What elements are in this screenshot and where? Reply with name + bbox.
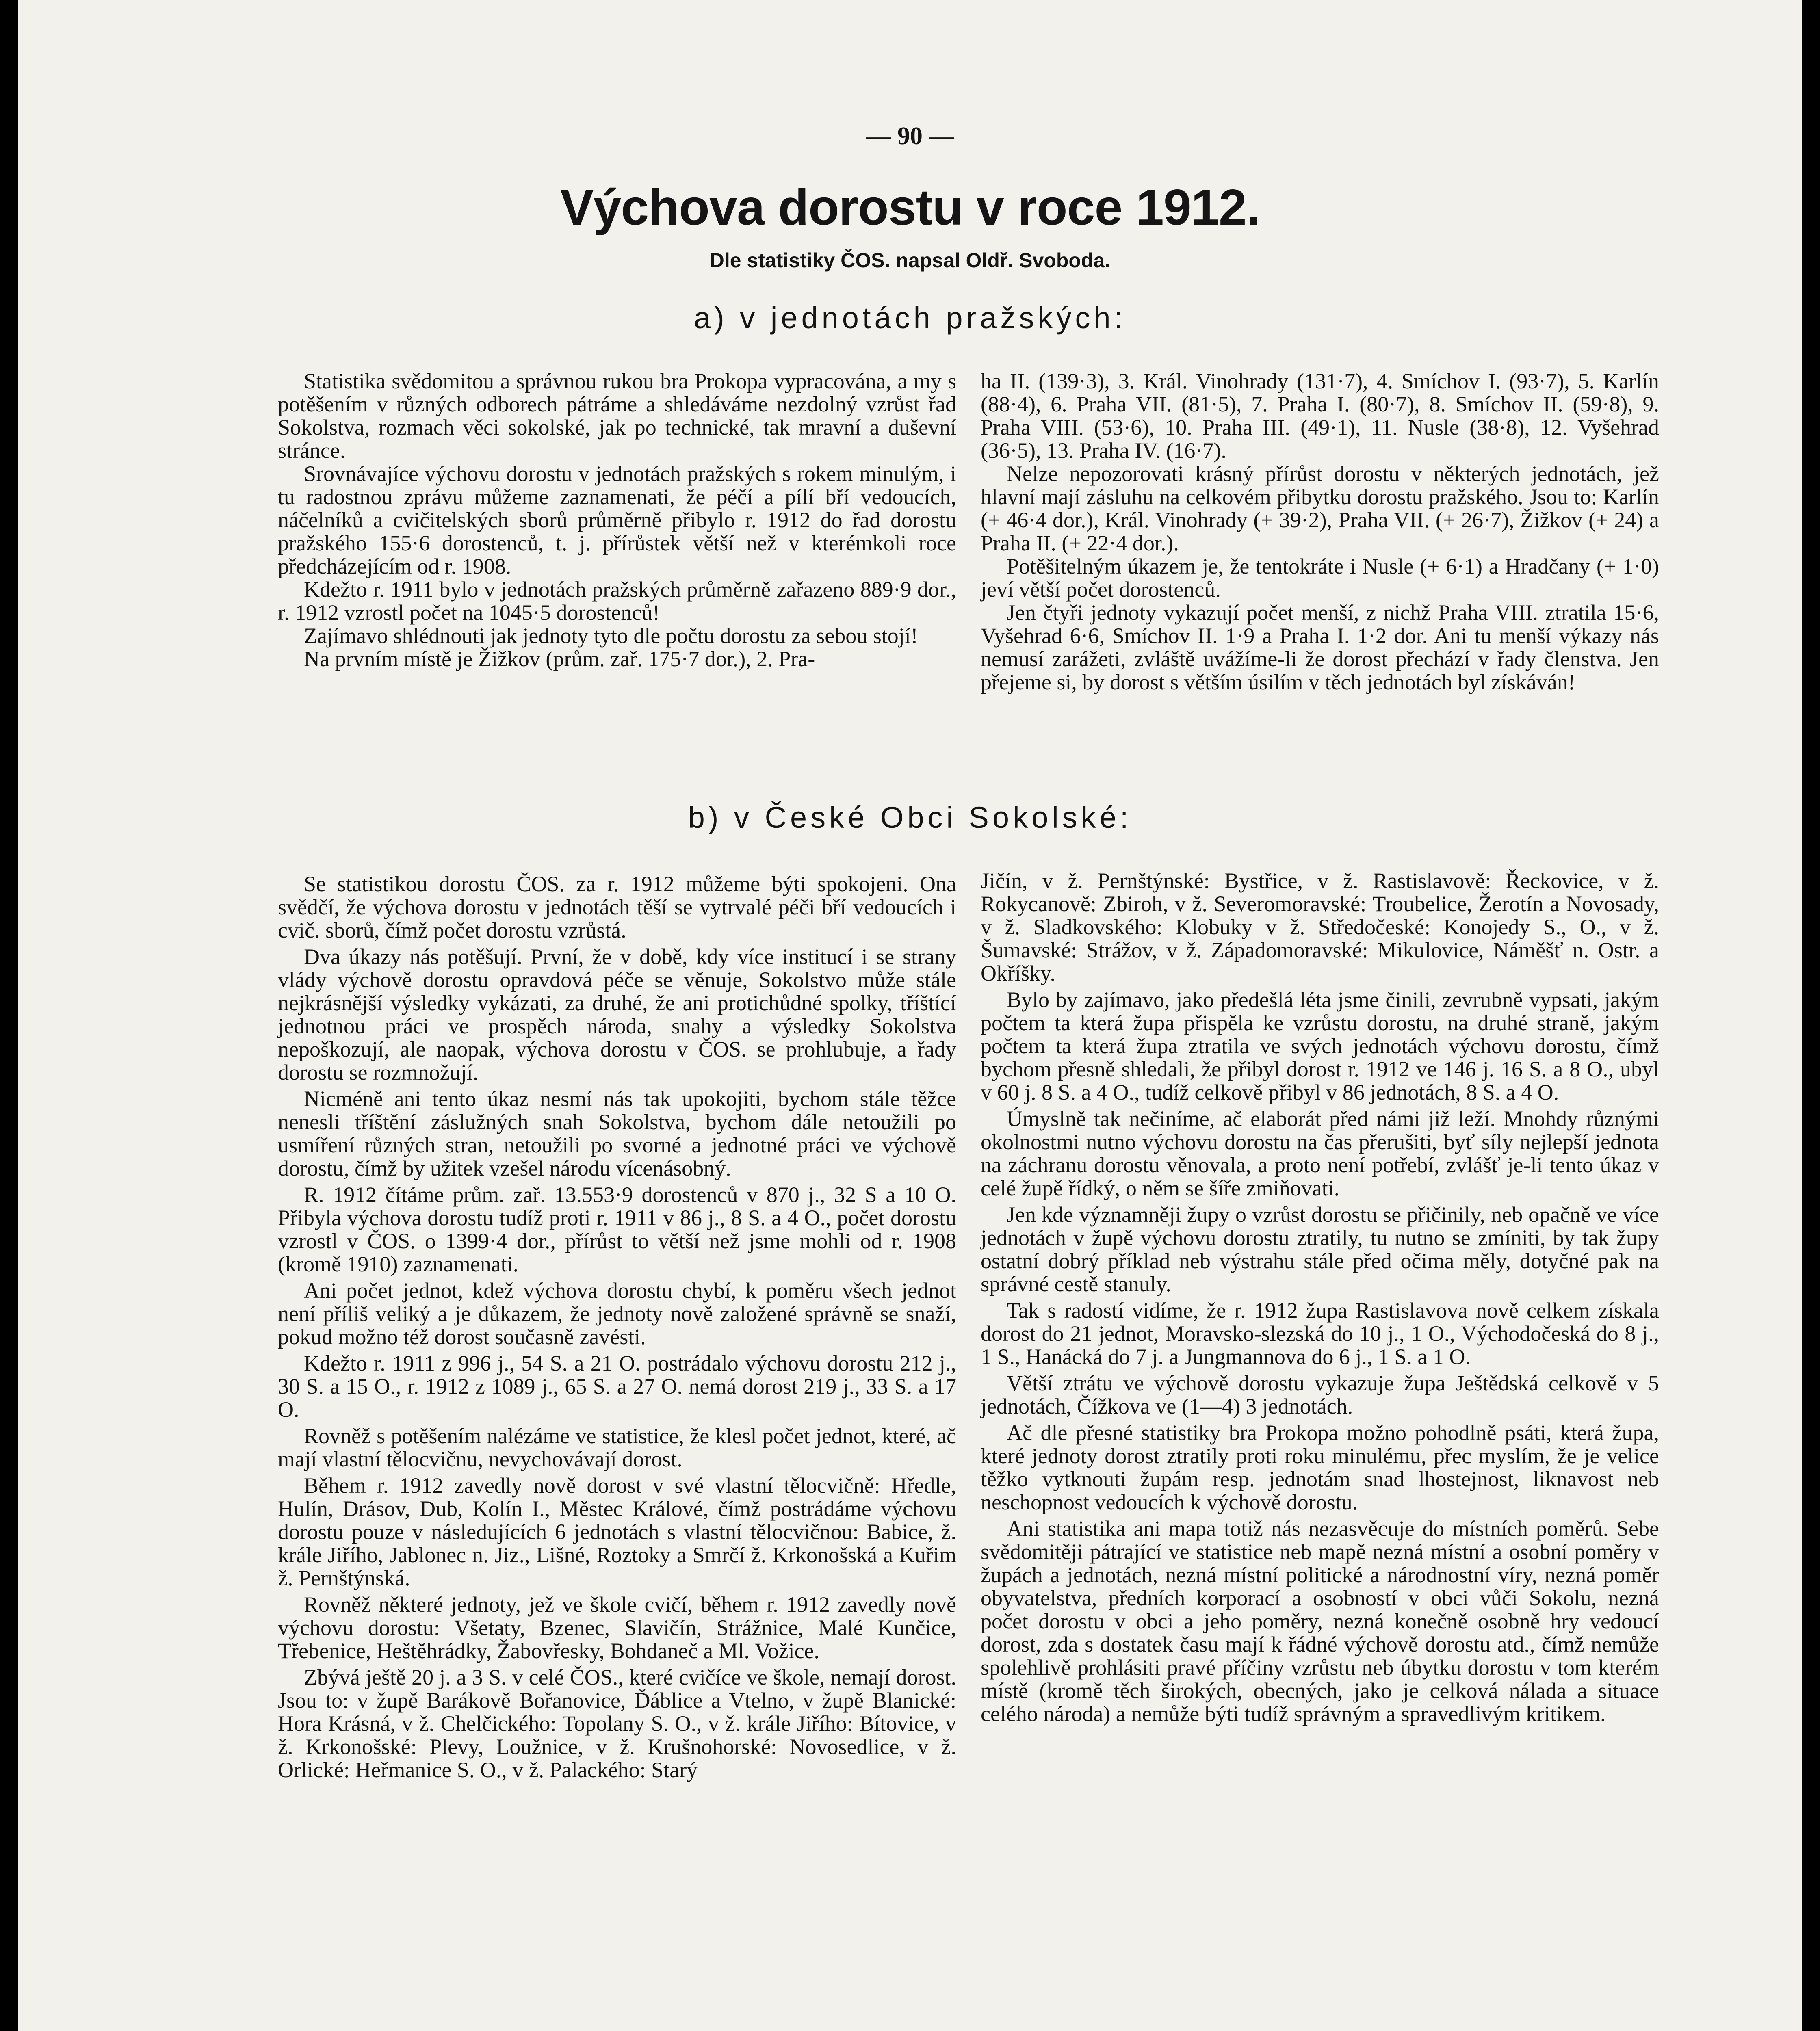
paragraph: Nicméně ani tento úkaz nesmí nás tak upokojiti, bychom stále těžce nenesli tříštění záslužných snah Sokolstva, bychom dále netoužili po usmíření různých stran, netoužili po svorné a jednotné práci ve výchově dorostu, čímž by užitek vzešel národu vícenásobný. [278, 1087, 956, 1180]
document-page [18, 0, 1802, 2031]
paragraph: ha II. (139·3), 3. Král. Vinohrady (131·7), 4. Smíchov I. (93·7), 5. Karlín (88·4), 6. Praha VII. (81·5), 7. Praha I. (80·7), 8. Smíchov II. (59·8), 9. Praha VIII. (53·6), 10. Praha III. (49·1), 11. Nusle (38·8), 12. Vyšehrad (36·5), 13. Praha IV. (16·7). [981, 369, 1659, 463]
paragraph: Potěšitelným úkazem je, že tentokráte i Nusle (+ 6·1) a Hradčany (+ 1·0) jeví větší počet dorostenců. [981, 554, 1659, 602]
paragraph: Kdežto r. 1911 z 996 j., 54 S. a 21 O. postrádalo výchovu dorostu 212 j., 30 S. a 15 O., r. 1912 z 1089 j., 65 S. a 27 O. nemá dorost 219 j., 33 S. a 17 O. [278, 1351, 956, 1422]
section-b-heading: b) v České Obci Sokolské: [688, 801, 1132, 834]
paragraph: Nelze nepozorovati krásný přírůst dorostu v některých jednotách, jež hlavní mají zásluhu na celkovém přibytku dorostu pražského. Jsou to: Karlín (+ 46·4 dor.), Král. Vinohrady (+ 39·2), Praha VII. (+ 26·7), Žižkov (+ 24) a Praha II. (+ 22·4 dor.). [981, 461, 1659, 555]
paragraph: Úmyslně tak nečiníme, ač elaborát před námi již leží. Mnohdy různými okolnostmi nutno výchovu dorostu na čas přerušiti, byť síly nejlepší jednota na záchranu dorostu věnovala, a proto není potřebí, zvlášť je-li tento úkaz v celé župě řídký, o něm se šíře zmiňovati. [981, 1106, 1659, 1200]
paragraph: Se statistikou dorostu ČOS. za r. 1912 můžeme býti spokojeni. Ona svědčí, že výchova dorostu v jednotách těší se vytrvalé péči bří vedoucích i cvič. sborů, čímž počet dorostu vzrůstá. [278, 872, 956, 942]
paragraph: Rovněž některé jednoty, jež ve škole cvičí, během r. 1912 zavedly nově výchovu dorostu: Všetaty, Bzenec, Slavičín, Strážnice, Malé Kunčice, Třebenice, Heštěhrádky, Žabovřesky, Bohdaneč a Ml. Vožice. [278, 1592, 956, 1663]
paragraph: Ani počet jednot, kdež výchova dorostu chybí, k poměru všech jednot není příliš veliký a je důkazem, že jednoty nově založené správně se snaží, pokud možno též dorost současně zavésti. [278, 1278, 956, 1349]
section-b-right-column [981, 869, 1659, 1726]
paragraph: Na prvním místě je Žižkov (prům. zař. 175·7 dor.), 2. Pra- [304, 647, 815, 671]
paragraph: Statistika svědomitou a správnou rukou bra Prokopa vypracována, a my s potěšením v různých odborech pátráme a shledáváme nezdolný vzrůst řad Sokolstva, rozmach věci sokolské, jak po technické, tak mravní a duševní stránce. [278, 369, 956, 463]
section-b-left-column [278, 869, 956, 1782]
paragraph: Dva úkazy nás potěšují. První, že v době, kdy více institucí i se strany vlády výchově dorostu opravdová péče se věnuje, Sokolstvo může stále nejkrásnější výsledky vykázati, za druhé, že ani protichůdné spolky, tříštící jednotnou práci ve prospěch národa, snahy a výsledky Sokolstva nepoškozují, ale naopak, výchova dorostu v ČOS. se prohlubuje, a řady dorostu se rozmnožují. [278, 944, 956, 1085]
paragraph: Jen kde významněji župy o vzrůst dorostu se přičinily, neb opačně ve více jednotách v župě výchovu dorostu ztratily, tu nutno se zmíniti, by tak župy ostatní dobrý příklad neb výstrahu stále před očima měly, dotyčné pak na správné cestě stanuly. [981, 1202, 1659, 1296]
paragraph: R. 1912 čítáme prům. zař. 13.553·9 dorostenců v 870 j., 32 S a 10 O. Přibyla výchova dorostu tudíž proti r. 1911 v 86 j., 8 S. a 4 O., počet dorostu vzrostl v ČOS. o 1399·4 dor., přírůst to větší než jsme mohli od r. 1908 (kromě 1910) zaznamenati. [278, 1182, 956, 1276]
paragraph: Větší ztrátu ve výchově dorostu vykazuje župa Ještědská celkově v 5 jednotách, Čížkova ve (1—4) 3 jednotách. [981, 1371, 1659, 1418]
article-byline: Dle statistiky ČOS. napsal Oldř. Svoboda. [709, 249, 1111, 272]
section-a-right-column [981, 370, 1659, 694]
paragraph: Během r. 1912 zavedly nově dorost v své vlastní tělocvičně: Hředle, Hulín, Drásov, Dub, Kolín I., Městec Králové, čímž postrádáme výchovu dorostu pouze v následujících 6 jednotách s vlastní tělocvičnou: Babice, ž. krále Jiřího, Jablonec n. Jiz., Lišné, Roztoky a Smrčí ž. Krkonošská a Kuřim ž. Pernštýnská. [278, 1473, 956, 1590]
section-a-left-column [278, 370, 956, 671]
paragraph: Jičín, v ž. Pernštýnské: Bystřice, v ž. Rastislavově: Řeckovice, v ž. Rokycanově: Zbiroh, v ž. Severomoravské: Troubelice, Žerotín a Novosady, v ž. Sladkovského: Klobuky v ž. Středočeské: Konojedy S., O., v ž. Šumavské: Strážov, v ž. Západomoravské: Mikulovice, Náměšť n. Ostr. a Okříšky. [981, 868, 1659, 985]
paragraph: Kdežto r. 1911 bylo v jednotách pražských průměrně zařazeno 889·9 dor., r. 1912 vzrostl počet na 1045·5 dorostenců! [278, 577, 956, 625]
paragraph: Ani statistika ani mapa totiž nás nezasvěcuje do místních poměrů. Sebe svědomitěji pátrající ve statistice neb mapě nezná místní a osobní poměry v župách a jednotách, nezná místní politické a národnostní víry, nezná poměr obyvatelstva, předních korporací a osobností v obci vůči Sokolu, nezná počet dorostu v obci a jeho poměry, nezná konečně osobně hry vedoucí dorost, zda s dostatek času mají k řádné výchově dorostu atd., čímž nemůže spolehlivě prohlásiti pravé příčiny vzrůstu neb úbytku dorostu v tom kterém místě (kromě těch širokých, obecných, jako je celková nálada a situace celého národa) a nemůže býti tudíž správným a spravedlivým kritikem. [981, 1516, 1659, 1726]
paragraph: Bylo by zajímavo, jako předešlá léta jsme činili, zevrubně vypsati, jakým počtem ta která župa přispěla ke vzrůstu dorostu, na druhé straně, jakým počtem ta která župa ztratila ve svých jednotách výchovu dorostu, čímž bychom přesně shledali, že přibyl dorost r. 1912 ve 146 j. 16 S. a 8 O., ubyl v 60 j. 8 S. a 4 O., tudíž celkově přibyl v 86 jednotách, 8 S. a 4 O. [981, 987, 1659, 1104]
paragraph: Jen čtyři jednoty vykazují počet menší, z nichž Praha VIII. ztratila 15·6, Vyšehrad 6·6, Smíchov II. 1·9 a Praha I. 1·2 dor. Ani tu menší výkazy nás nemusí zarážeti, zvláště uvážíme-li že dorost přechází v řady členstva. Jen přejeme si, by dorost s větším úsilím v těch jednotách byl získáván! [981, 600, 1659, 694]
page-number: — 90 — [866, 122, 954, 150]
paragraph: Ač dle přesné statistiky bra Prokopa možno pohodlně psáti, která župa, které jednoty dorost ztratily proti roku minulému, přec myslím, že je velice těžko vytknouti župám resp. jednotám snad lhostejnost, liknavost neb neschopnost vedoucích k výchově dorostu. [981, 1420, 1659, 1514]
paragraph: Zajímavo shlédnouti jak jednoty tyto dle počtu dorostu za sebou stojí! [304, 624, 918, 648]
paragraph: Zbývá ještě 20 j. a 3 S. v celé ČOS., které cvičíce ve škole, nemají dorost. Jsou to: v župě Barákově Bořanovice, Ďáblice a Vtelno, v župě Blanické: Hora Krásná, v ž. Chelčického: Topolany S. O., v ž. krále Jiřího: Bítovice, v ž. Krkonošské: Plevy, Loužnice, v ž. Krušnohorské: Novosedlice, v ž. Orlické: Heřmanice S. O., v ž. Palackého: Starý [278, 1665, 956, 1782]
paragraph: Srovnávajíce výchovu dorostu v jednotách pražských s rokem minulým, i tu radostnou zprávu můžeme zaznamenati, že péčí a pílí bří vedoucích, náčelníků a cvičitelských sborů průměrně přibylo r. 1912 do řad dorostu pražského 155·6 dorostenců, t. j. přírůstek větší než v kterémkoli roce předcházejícím od r. 1908. [278, 461, 956, 578]
paragraph: Tak s radostí vidíme, že r. 1912 župa Rastislavova nově celkem získala dorost do 21 jednot, Moravsko-slezská do 10 j., 1 O., Východočeská do 8 j., 1 S., Hanácká do 7 j. a Jungmannova do 6 j., 1 S. a 1 O. [981, 1298, 1659, 1369]
section-a-heading: a) v jednotách pražských: [693, 301, 1127, 335]
article-title: Výchova dorostu v roce 1912. [560, 180, 1260, 236]
paragraph: Rovněž s potěšením nalézáme ve statistice, že klesl počet jednot, které, ač mají vlastní tělocvičnu, nevychovávají dorost. [278, 1424, 956, 1471]
